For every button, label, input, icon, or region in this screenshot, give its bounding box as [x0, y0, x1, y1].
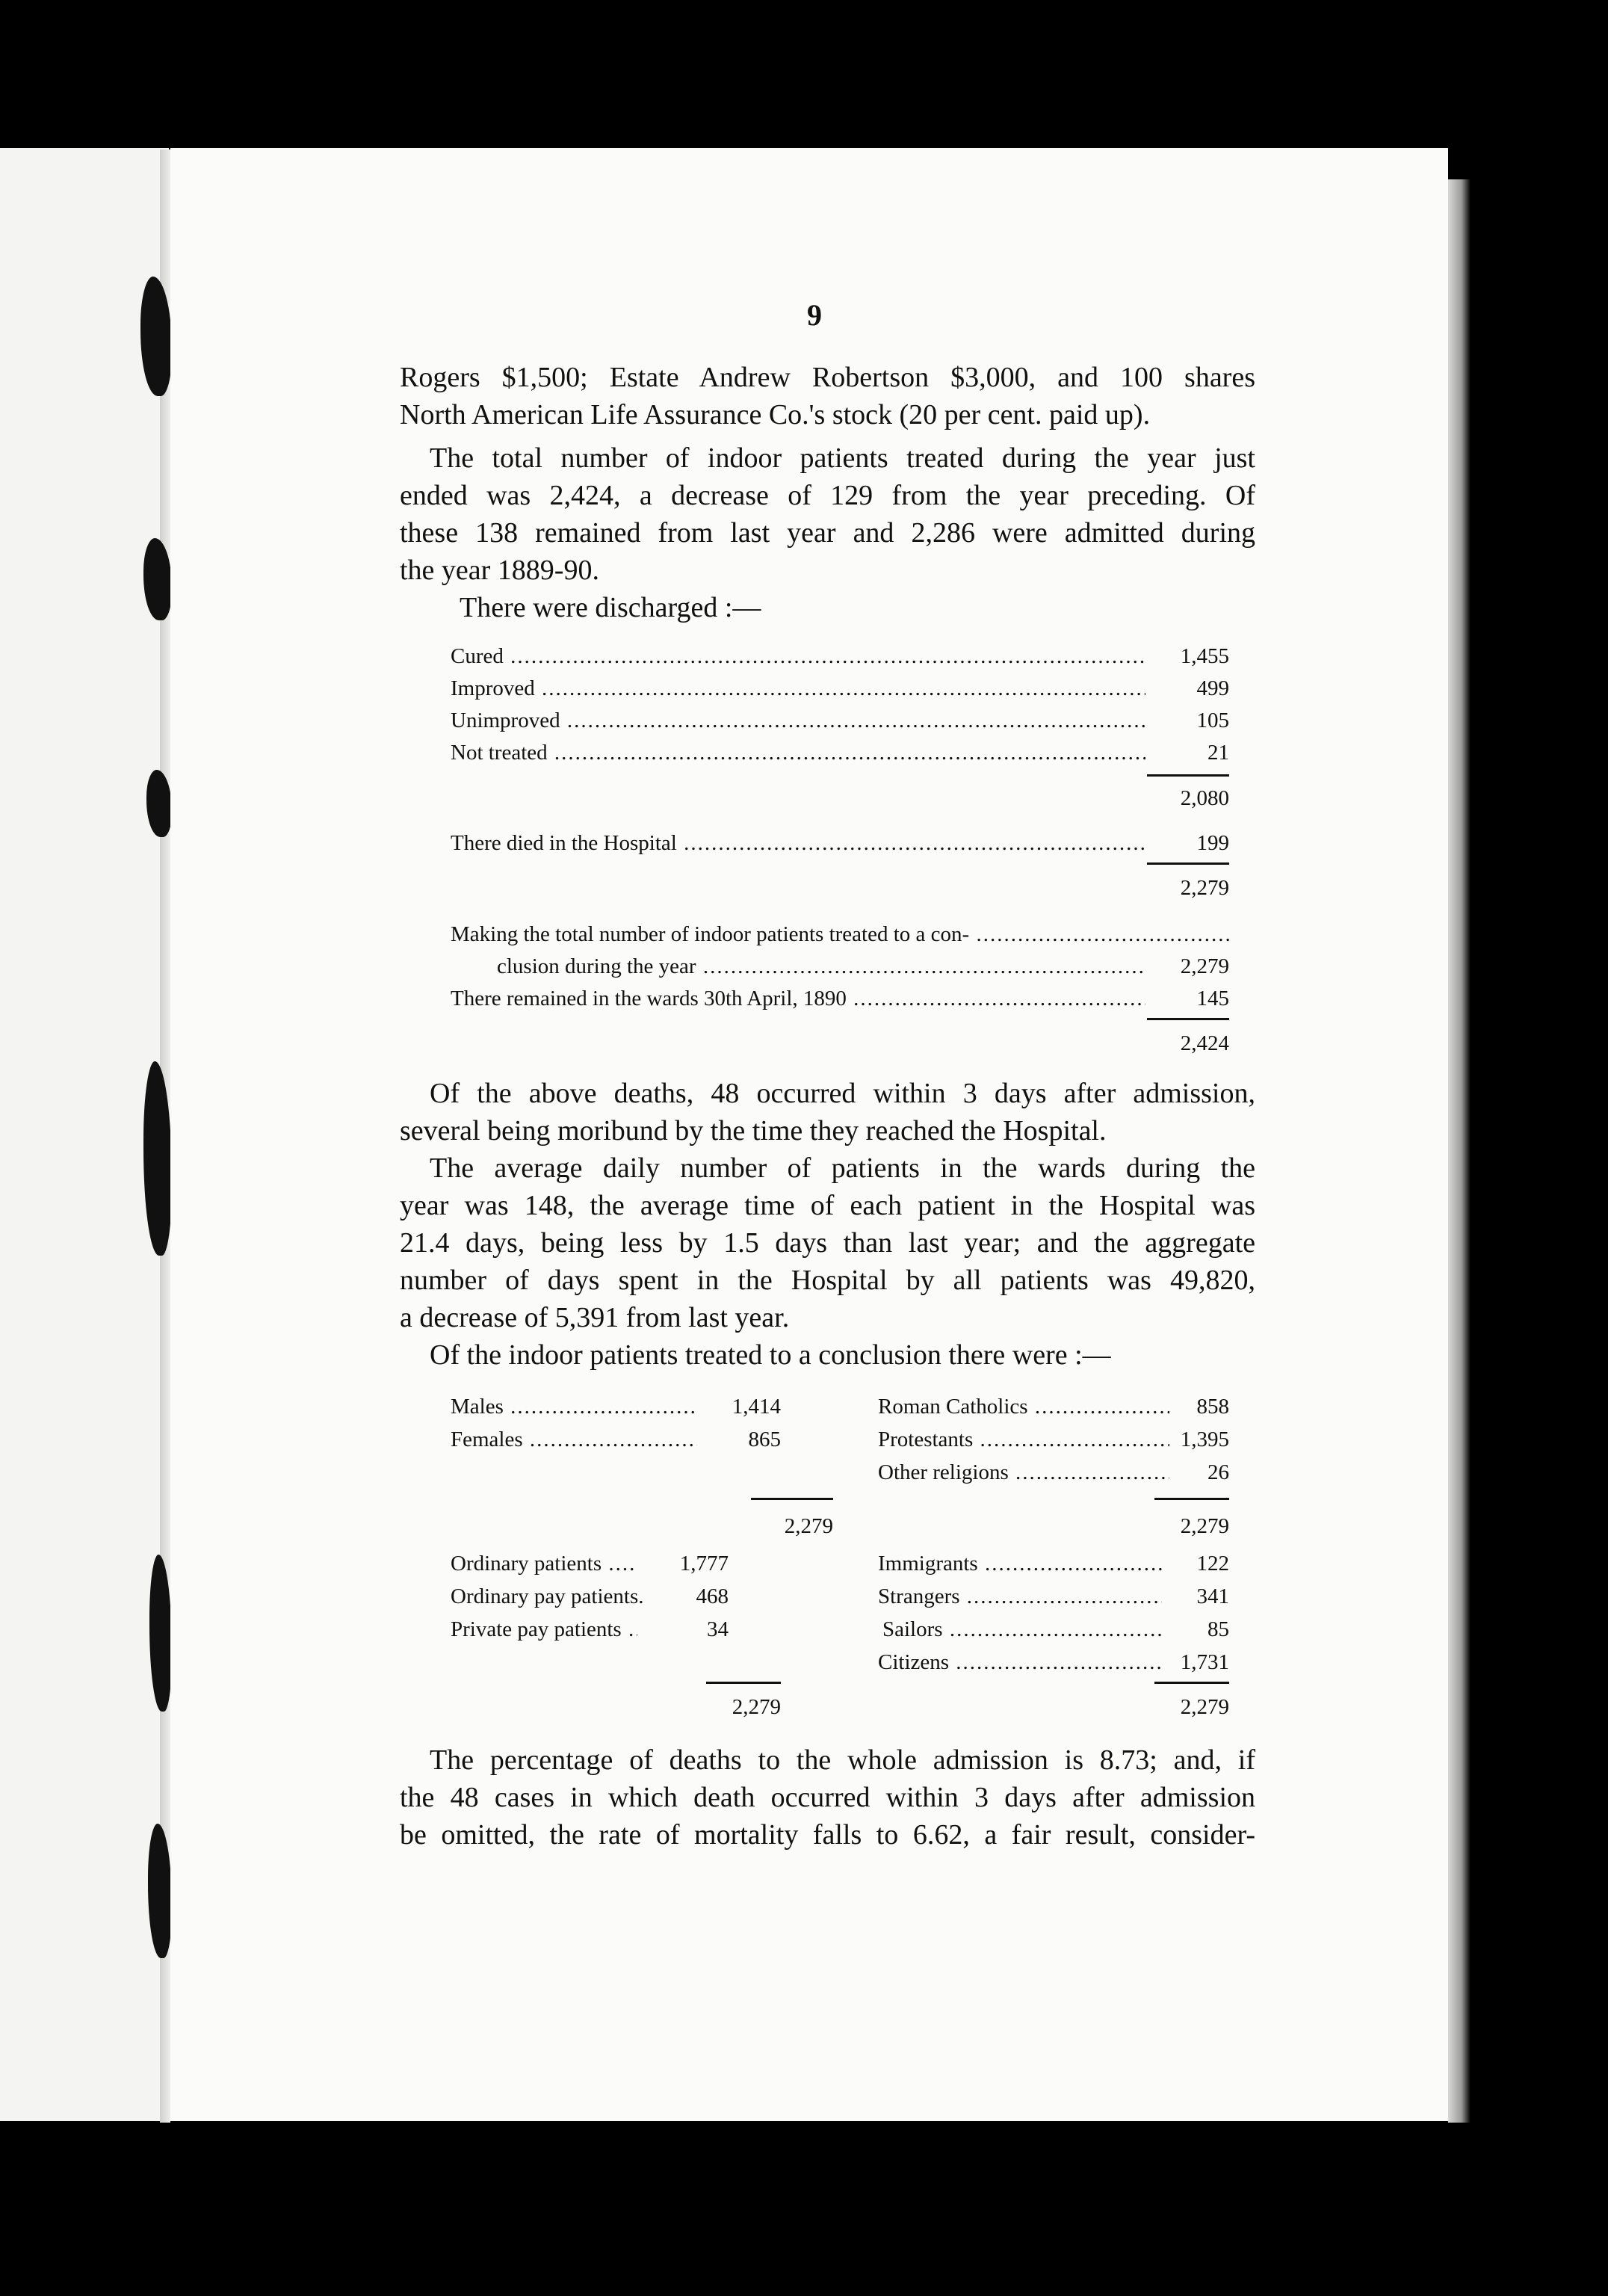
sum-rule: [706, 1682, 781, 1684]
deaths-paragraph: [400, 1075, 1255, 1374]
sum-rule: [751, 1498, 833, 1500]
row-value: 21: [1207, 741, 1229, 765]
row-label: Strangers .....: [878, 1581, 1162, 1611]
table-row: [400, 1614, 1255, 1644]
row-label: Ordinary pay patients.: [451, 1584, 644, 1608]
row-label: Improved .....: [451, 673, 1145, 703]
row-label: Citizens .....: [878, 1647, 1162, 1677]
row-value: 858: [1196, 1395, 1229, 1419]
table-row: [400, 1549, 1255, 1578]
table-row: [400, 984, 1255, 1013]
text-line: ended was 2,424, a decrease of 129 from the year preceding. Of: [400, 480, 1255, 511]
row-value: 85: [1207, 1617, 1229, 1641]
row-value: 105: [1196, 709, 1229, 732]
row-value: 468: [696, 1584, 729, 1608]
row-value: 2,279: [1180, 954, 1229, 978]
total-row: [400, 1692, 1255, 1722]
row-label: Ordinary patients .....: [451, 1549, 637, 1578]
row-label-plain: [451, 919, 1229, 949]
text-line: these 138 remained from last year and 2,286 were admitted during: [400, 517, 1255, 549]
text-line: be omitted, the rate of mortality falls to 6.62, a fair result, consider-: [400, 1819, 1255, 1851]
total-value: 2,279: [1180, 1514, 1229, 1538]
sum-rule: [1147, 862, 1229, 865]
row-value: 1,731: [1180, 1650, 1229, 1674]
total-value: 2,279: [1180, 1695, 1229, 1719]
total-row: [400, 1028, 1255, 1058]
total-value: 2,279: [732, 1695, 781, 1719]
subtotal-row: [400, 783, 1255, 813]
sum-rule: [1154, 1682, 1229, 1684]
row-value: 199: [1196, 831, 1229, 855]
total-value: 2,279: [784, 1514, 833, 1538]
row-label: Roman Catholics .....: [878, 1392, 1169, 1422]
table-row: [400, 1457, 1255, 1487]
row-label: Sailors .....: [882, 1614, 1162, 1644]
sum-rule: [1154, 1498, 1229, 1500]
row-value: 1,777: [679, 1552, 729, 1576]
row-label: Other religions .....: [878, 1457, 1169, 1487]
text-line: Rogers $1,500; Estate Andrew Robertson $3,000, and 100 shares: [400, 362, 1255, 393]
row-label: Immigrants .....: [878, 1549, 1162, 1578]
text-line: 21.4 days, being less by 1.5 days than last year; and the aggregate: [400, 1227, 1255, 1259]
totals-paragraph: [400, 439, 1255, 626]
row-label: clusion during the year .....: [497, 951, 1145, 981]
table-row: [400, 1647, 1255, 1677]
row-value: 145: [1196, 987, 1229, 1010]
row-label: Private pay patients .....: [451, 1614, 637, 1644]
text-line: North American Life Assurance Co.'s stock (20 per cent. paid up).: [400, 399, 1151, 430]
text-line: Of the above deaths, 48 occurred within 3 days after admission,: [430, 1078, 1255, 1109]
table-row: [400, 1425, 1255, 1454]
row-label: Not treated .....: [451, 738, 1145, 768]
total-row: [400, 1511, 1255, 1541]
conclusion-heading: Of the indoor patients treated to a conclusion there were :—: [430, 1339, 1111, 1371]
text-line: The total number of indoor patients treated during the year just: [430, 442, 1255, 474]
row-value: 26: [1207, 1460, 1229, 1484]
sum-rule: [1147, 774, 1229, 777]
total-row: [400, 873, 1255, 903]
text-line: The average daily number of patients in the wards during the: [430, 1152, 1255, 1184]
table-row: [400, 919, 1255, 949]
row-label: Protestants .....: [878, 1425, 1169, 1454]
text-line: the year 1889-90.: [400, 555, 599, 586]
text-line: the 48 cases in which death occurred within 3 days after admission: [400, 1782, 1255, 1813]
text-line: The percentage of deaths to the whole admission is 8.73; and, if: [430, 1744, 1255, 1776]
text-line: several being moribund by the time they reached the Hospital.: [400, 1115, 1107, 1147]
page-stack-edge: [1448, 179, 1471, 2123]
percentage-paragraph: [400, 1741, 1255, 1854]
text-line: number of days spent in the Hospital by all patients was 49,820,: [400, 1265, 1255, 1296]
row-label: Cured .....: [451, 641, 1145, 671]
row-value: 1,414: [732, 1395, 781, 1419]
row-value: 1,395: [1180, 1428, 1229, 1451]
subtotal-value: 2,080: [1180, 786, 1229, 810]
row-label: There remained in the wards 30th April, 1890 .....: [451, 984, 1145, 1013]
sum-rule: [1147, 1018, 1229, 1020]
text-line: year was 148, the average time of each patient in the Hospital was: [400, 1190, 1255, 1221]
discharged-table: [400, 641, 1255, 1060]
table-row: [400, 951, 1255, 981]
table-row: [400, 641, 1255, 671]
row-label: Males .....: [451, 1392, 697, 1422]
total-value: 2,279: [1180, 876, 1229, 900]
row-label: Unimproved .....: [451, 706, 1145, 735]
table-row: [400, 673, 1255, 703]
conclusion-statistics: [400, 1392, 1255, 1721]
table-row: [400, 706, 1255, 735]
row-value: 341: [1196, 1584, 1229, 1608]
making-text: Making the total number of indoor patients treated to a con-: [451, 922, 970, 946]
row-label: There died in the Hospital .....: [451, 828, 1145, 858]
table-row: [400, 1392, 1255, 1422]
row-value: 122: [1196, 1552, 1229, 1576]
row-value: 34: [707, 1617, 729, 1641]
row-value: 1,455: [1180, 644, 1229, 668]
text-line: a decrease of 5,391 from last year.: [400, 1302, 790, 1333]
table-row: [400, 828, 1255, 858]
grand-total-value: 2,424: [1180, 1031, 1229, 1055]
page-number: 9: [807, 298, 822, 332]
discharged-heading: There were discharged :—: [460, 592, 761, 623]
row-value: 865: [748, 1428, 781, 1451]
row-value: 499: [1196, 676, 1229, 700]
table-row: [400, 738, 1255, 768]
opening-paragraph: [400, 359, 1255, 433]
table-row: [400, 1581, 1255, 1611]
row-label: Females .....: [451, 1425, 697, 1454]
